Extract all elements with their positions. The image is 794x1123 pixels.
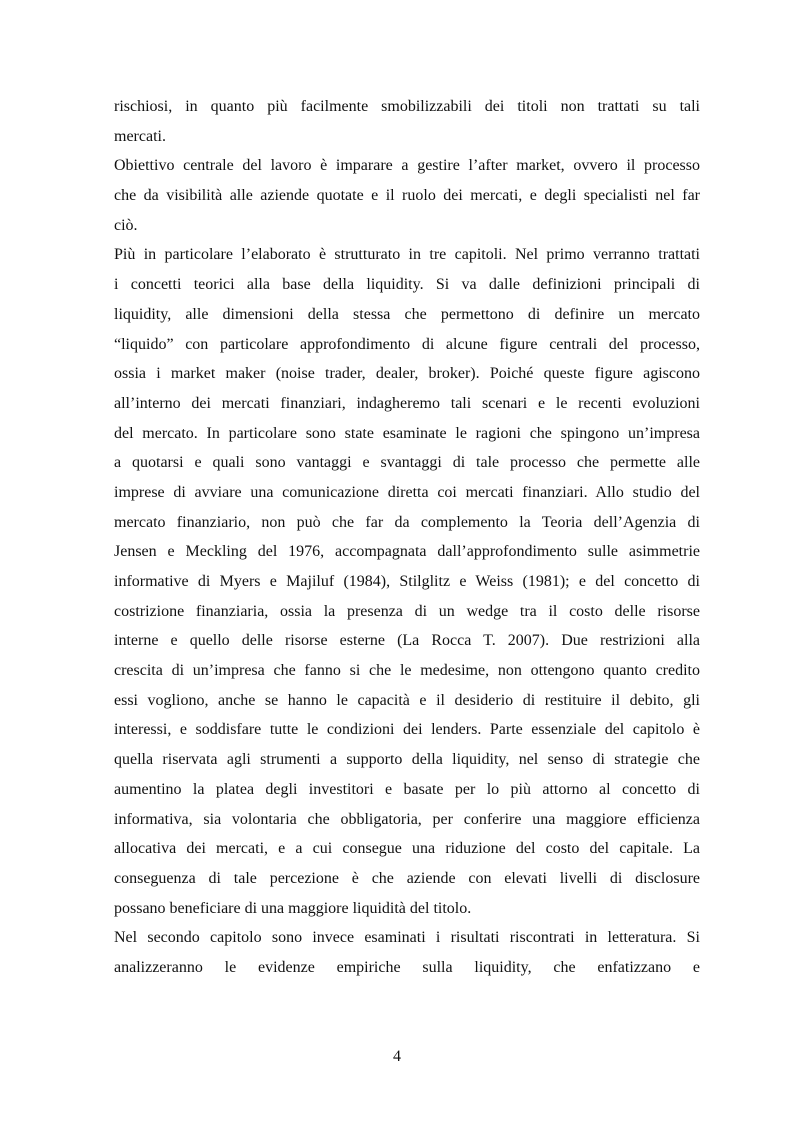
text-line: costrizione finanziaria, ossia la presenza di un wedge tra il costo delle risorse xyxy=(114,602,700,620)
text-line: mercati. xyxy=(114,127,166,145)
text-line: liquidity, alle dimensioni della stessa che permettono di definire un mercato xyxy=(114,305,700,323)
text-line: all’interno dei mercati finanziari, indagheremo tali scenari e le recenti evoluzioni xyxy=(114,394,700,412)
text-line: ossia i market maker (noise trader, dealer, broker). Poiché queste figure agiscono xyxy=(114,365,700,383)
text-line: crescita di un’impresa che fanno si che le medesime, non ottengono quanto credito xyxy=(114,662,700,680)
text-line: mercato finanziario, non può che far da complemento la Teoria dell’Agenzia di xyxy=(114,513,700,531)
text-line: rischiosi, in quanto più facilmente smobilizzabili dei titoli non trattati su tali xyxy=(114,98,700,115)
text-line: informative di Myers e Majiluf (1984), Stilglitz e Weiss (1981); e del concetto di xyxy=(114,573,700,590)
text-line: allocativa dei mercati, e a cui consegue una riduzione del costo del capitale. La xyxy=(114,840,700,858)
text-line: che da visibilità alle aziende quotate e il ruolo dei mercati, e degli specialisti nel far xyxy=(114,187,700,205)
text-line: Nel secondo capitolo sono invece esaminati i risultati riscontrati in letteratura. Si xyxy=(114,929,700,947)
text-line: imprese di avviare una comunicazione diretta coi mercati finanziari. Allo studio del xyxy=(114,483,700,501)
body-text xyxy=(114,92,700,983)
text-line: conseguenza di tale percezione è che aziende con elevati livelli di disclosure xyxy=(114,869,700,887)
text-line: quella riservata agli strumenti a supporto della liquidity, nel senso di strategie che xyxy=(114,751,700,769)
text-line: informativa, sia volontaria che obbligatoria, per conferire una maggiore efficienza xyxy=(114,810,700,828)
text-line: essi vogliono, anche se hanno le capacità e il desiderio di restituire il debito, gli xyxy=(114,691,700,709)
page-number: 4 xyxy=(393,1048,401,1065)
text-line: “liquido” con particolare approfondimento di alcune figure centrali del processo, xyxy=(114,335,700,353)
text-line: del mercato. In particolare sono state esaminate le ragioni che spingono un’impresa xyxy=(114,424,700,442)
text-line: Più in particolare l’elaborato è strutturato in tre capitoli. Nel primo verranno trattati xyxy=(114,246,700,264)
text-line: ciò. xyxy=(114,216,138,234)
text-line: Jensen e Meckling del 1976, accompagnata dall’approfondimento sulle asimmetrie xyxy=(114,543,700,561)
text-line: Obiettivo centrale del lavoro è imparare a gestire l’after market, ovvero il processo xyxy=(114,157,700,175)
text-line: interessi, e soddisfare tutte le condizioni dei lenders. Parte essenziale del capitolo è xyxy=(114,721,700,739)
text-line: possano beneficiare di una maggiore liquidità del titolo. xyxy=(114,899,472,917)
text-line: analizzeranno le evidenze empiriche sulla liquidity, che enfatizzano e xyxy=(114,958,700,976)
text-line: aumentino la platea degli investitori e basate per lo più attorno al concetto di xyxy=(114,780,700,798)
text-line: i concetti teorici alla base della liquidity. Si va dalle definizioni principali di xyxy=(114,276,700,294)
text-line: interne e quello delle risorse esterne (La Rocca T. 2007). Due restrizioni alla xyxy=(114,632,700,650)
text-line: a quotarsi e quali sono vantaggi e svantaggi di tale processo che permette alle xyxy=(114,454,700,472)
